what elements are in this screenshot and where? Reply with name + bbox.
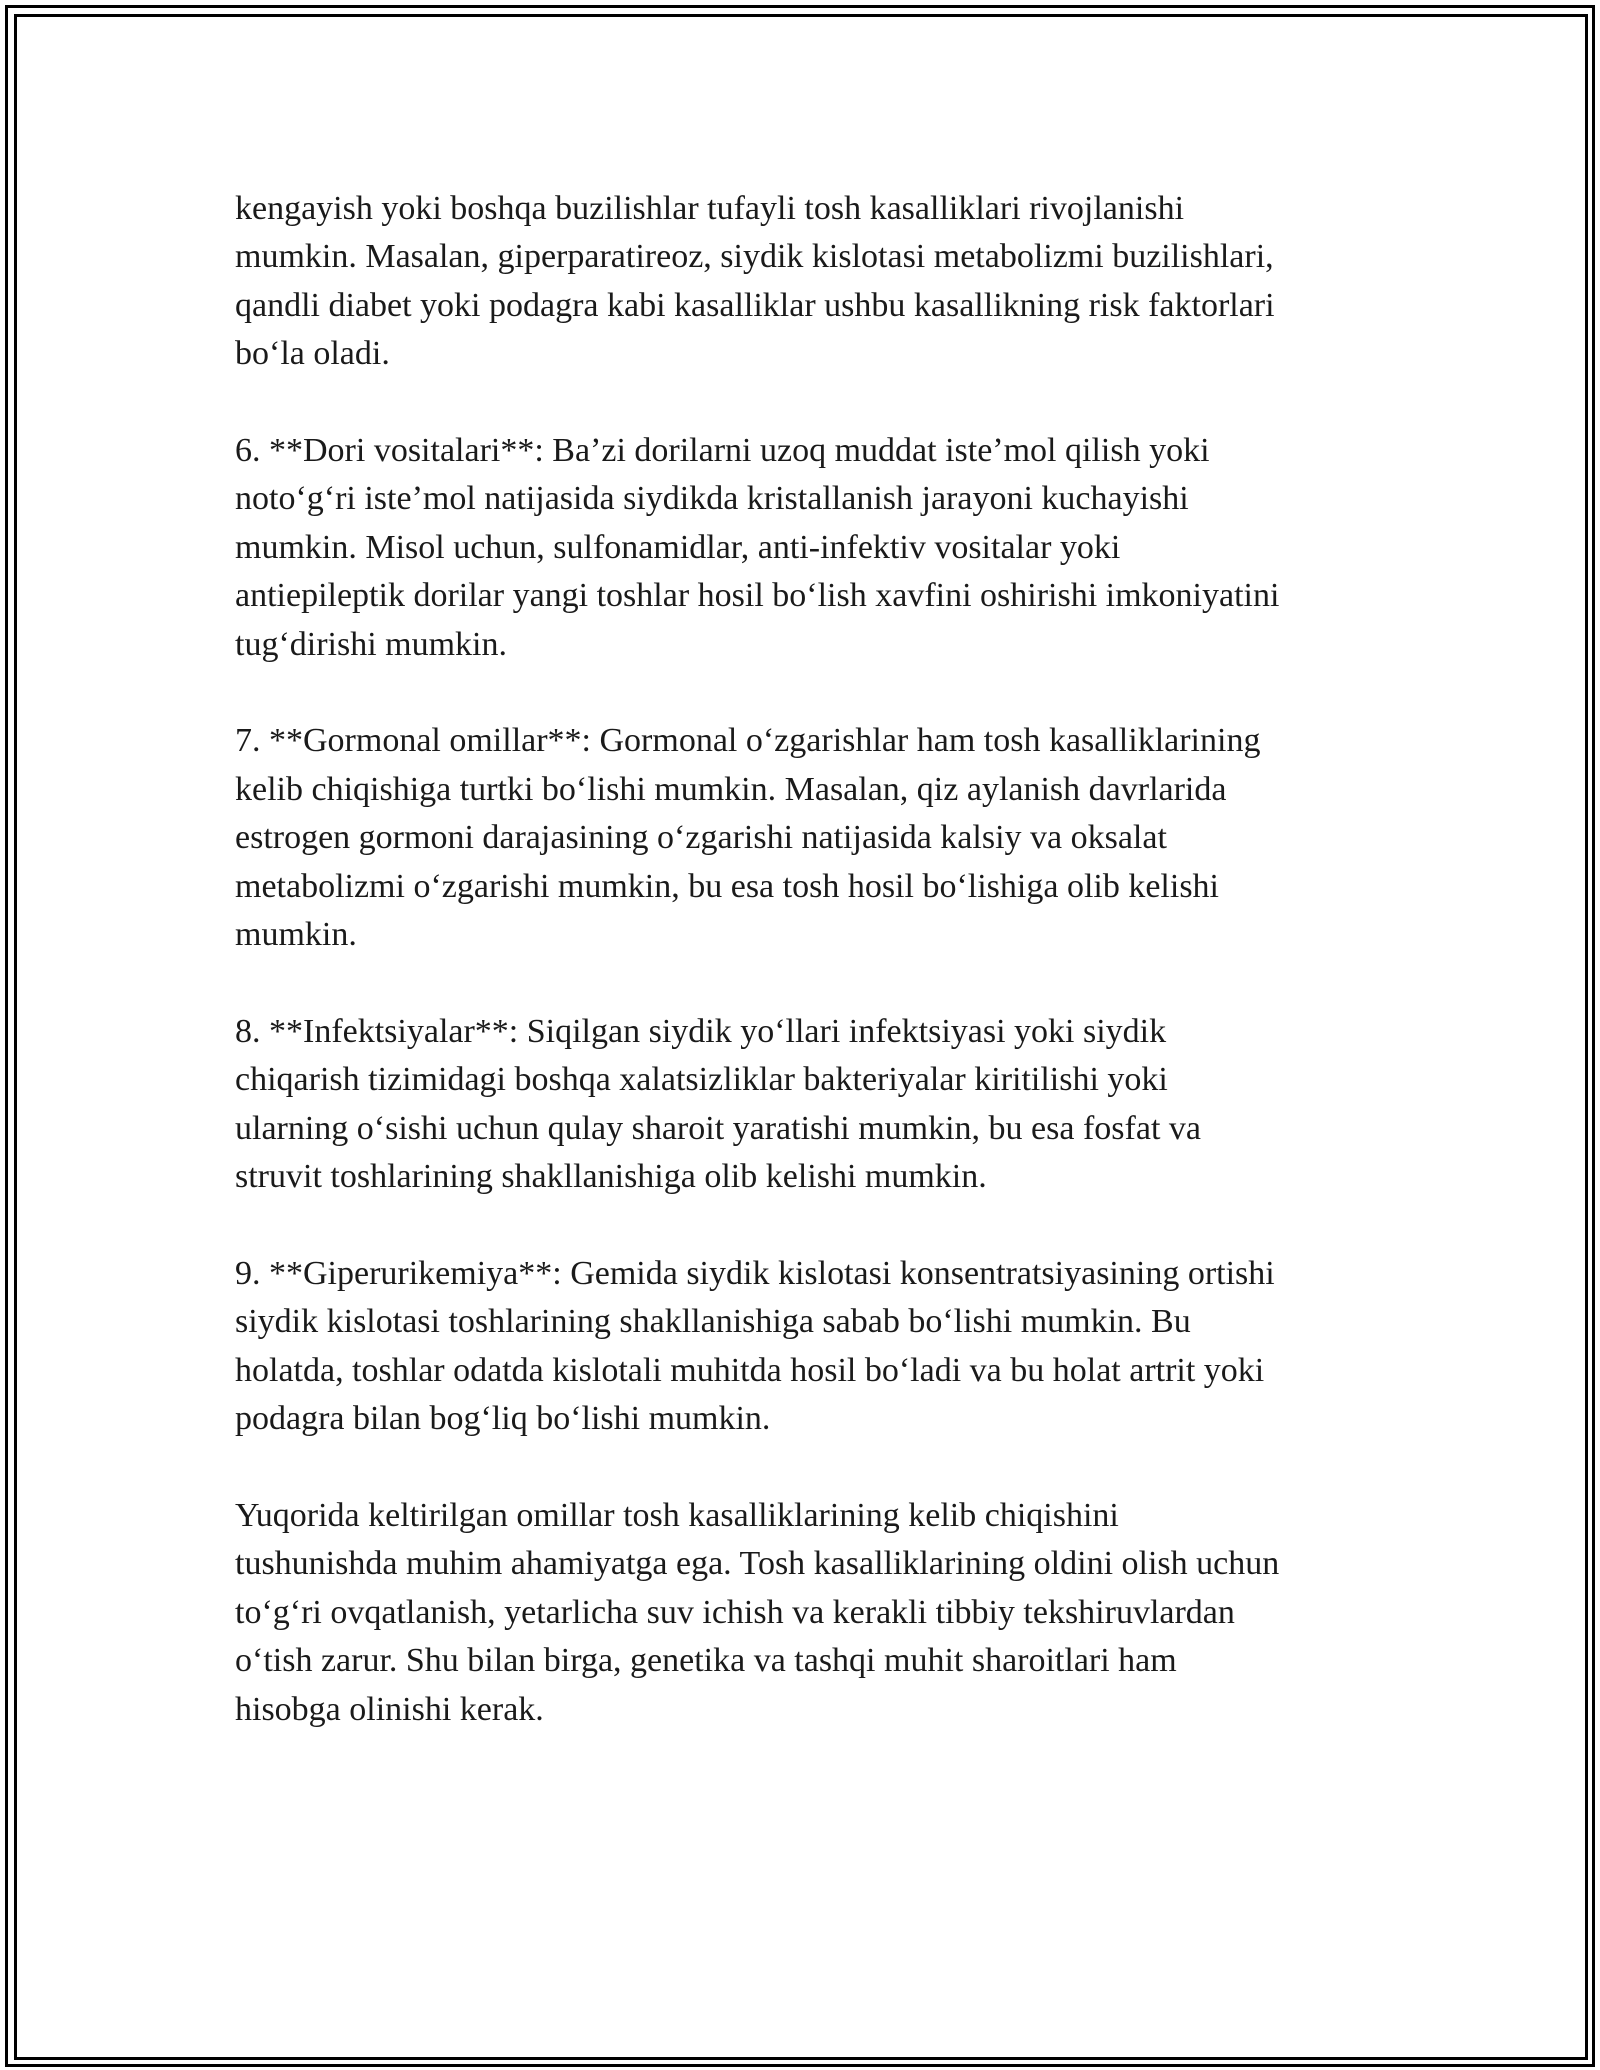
text-line: mumkin. Masalan, giperparatireoz, siydik kislotasi metabolizmi buzilishlari,	[235, 238, 1274, 276]
text-line: tugʻdirishi mumkin.	[235, 625, 507, 663]
text-line: kelib chiqishiga turtki boʻlishi mumkin. Masalan, qiz aylanish davrlarida	[235, 770, 1227, 808]
text-line: toʻgʻri ovqatlanish, yetarlicha suv ichish va kerakli tibbiy tekshiruvlardan	[235, 1593, 1235, 1631]
text-line: struvit toshlarining shakllanishiga olib kelishi mumkin.	[235, 1158, 987, 1196]
text-line: tushunishda muhim ahamiyatga ega. Tosh kasalliklarining oldini olish uchun	[235, 1545, 1280, 1583]
paragraph-conclusion	[235, 1492, 1375, 1734]
text-line: antiepileptik dorilar yangi toshlar hosil boʻlish xavfini oshirishi imkoniyatini	[235, 577, 1280, 615]
text-line: notoʻgʻri isteʼmol natijasida siydikda kristallanish jarayoni kuchayishi	[235, 480, 1189, 518]
paragraph-item-6	[235, 427, 1375, 669]
text-line: 8. **Infektsiyalar**: Siqilgan siydik yoʻllari infektsiyasi yoki siydik	[235, 1012, 1167, 1050]
text-line: kengayish yoki boshqa buzilishlar tufayli tosh kasalliklari rivojlanishi	[235, 190, 1185, 227]
text-line: qandli diabet yoki podagra kabi kasalliklar ushbu kasallikning risk faktorlari	[235, 286, 1275, 324]
paragraph-item-7	[235, 717, 1375, 959]
text-line: 9. **Giperurikemiya**: Gemida siydik kislotasi konsentratsiyasining ortishi	[235, 1254, 1275, 1292]
paragraph-continuation	[235, 185, 1375, 379]
text-line: Yuqorida keltirilgan omillar tosh kasalliklarining kelib chiqishini	[235, 1496, 1119, 1534]
paragraph-item-8	[235, 1008, 1375, 1202]
text-line: estrogen gormoni darajasining oʻzgarishi natijasida kalsiy va oksalat	[235, 819, 1167, 857]
text-line: ularning oʻsishi uchun qulay sharoit yaratishi mumkin, bu esa fosfat va	[235, 1109, 1201, 1147]
text-line: podagra bilan bogʻliq boʻlishi mumkin.	[235, 1400, 771, 1438]
document-body	[235, 185, 1375, 1782]
text-line: hisobga olinishi kerak.	[235, 1690, 544, 1728]
text-line: mumkin. Misol uchun, sulfonamidlar, anti-infektiv vositalar yoki	[235, 528, 1121, 566]
text-line: 7. **Gormonal omillar**: Gormonal oʻzgarishlar ham tosh kasalliklarining	[235, 722, 1261, 760]
text-line: 6. **Dori vositalari**: Baʼzi dorilarni uzoq muddat isteʼmol qilish yoki	[235, 432, 1210, 470]
text-line: oʻtish zarur. Shu bilan birga, genetika va tashqi muhit sharoitlari ham	[235, 1642, 1177, 1680]
text-line: mumkin.	[235, 916, 357, 954]
text-line: chiqarish tizimidagi boshqa xalatsizliklar bakteriyalar kiritilishi yoki	[235, 1061, 1168, 1099]
text-line: metabolizmi oʻzgarishi mumkin, bu esa tosh hosil boʻlishiga olib kelishi	[235, 867, 1219, 905]
paragraph-item-9	[235, 1250, 1375, 1444]
text-line: siydik kislotasi toshlarining shakllanishiga sabab boʻlishi mumkin. Bu	[235, 1303, 1191, 1341]
text-line: boʻla oladi.	[235, 335, 390, 373]
text-line: holatda, toshlar odatda kislotali muhitda hosil boʻladi va bu holat artrit yoki	[235, 1351, 1265, 1389]
